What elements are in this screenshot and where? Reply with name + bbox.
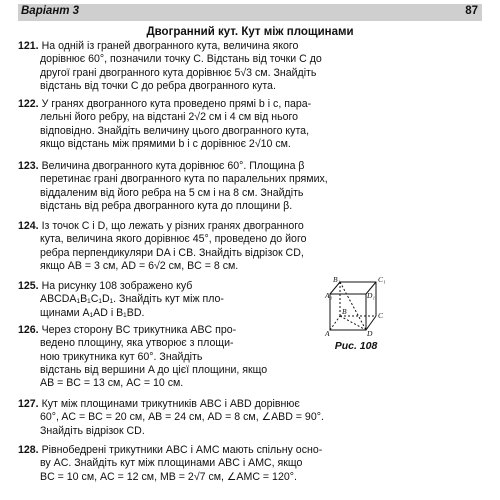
vertex-label: A: [325, 329, 330, 338]
cube-front-face: [330, 294, 366, 330]
vertex-label: B: [342, 307, 347, 316]
problem-number: 122.: [18, 98, 39, 110]
problem-line: Величина двогранного кута дорівнює 60°. Площина β: [41, 160, 305, 172]
problem-line: BC = 10 см, AC = 12 см, MB = 2√7 см, ∠AMC = 120°.: [40, 470, 297, 483]
problem-line: ною трикутника кут 60°. Знайдіть: [40, 350, 203, 363]
problem-line: Через сторону BC трикутника ABC про-: [41, 324, 237, 336]
problem-number: 124.: [18, 220, 39, 232]
vertex-label: D: [367, 329, 373, 338]
page-header: [18, 4, 482, 21]
problem-line: 60°, AC = BC = 20 см, AB = 24 см, AD = 8 см, ∠ABD = 90°.: [40, 411, 324, 424]
cube-edge: [366, 316, 376, 330]
cube-diagonal: [340, 316, 366, 330]
problem-number: 121.: [18, 40, 39, 52]
problem-line: відповідно. Знайдіть величину цього двогранного кута,: [40, 124, 310, 137]
problem-127: [18, 398, 482, 438]
problem-line: У гранях двогранного кута проведено прямі b і c, пара-: [41, 98, 312, 110]
vertex-label: D₁: [367, 291, 376, 300]
problem-line: лельні його ребру, на відстані 2√2 см і 4 см від нього: [40, 111, 298, 124]
figure-caption: Рис. 108: [334, 340, 378, 352]
variant-label: Варіант 3: [21, 5, 80, 17]
problem-line: якщо відстань між прямими b і c дорівнює 2√10 см.: [40, 137, 291, 150]
problem-line: якщо AB = 3 см, AD = 6√2 см, BC = 8 см.: [40, 259, 239, 272]
problem-number: 128.: [18, 444, 39, 456]
problem-line: Із точок C і D, що лежать у різних гранях двогранного: [41, 220, 304, 232]
section-title: Двогранний кут. Кут між площинами: [146, 26, 354, 38]
problem-line: На рисунку 108 зображено куб: [41, 280, 193, 292]
problem-line: ABCDA₁B₁C₁D₁. Знайдіть кут між пло-: [40, 293, 224, 306]
cube-edge-hidden: [330, 316, 340, 330]
problem-number: 123.: [18, 160, 39, 172]
problem-number: 125.: [18, 280, 39, 292]
vertex-label: C₁: [378, 275, 386, 284]
problem-121: [18, 40, 482, 93]
problem-line: На одній із граней двогранного кута, величина якого: [41, 40, 299, 52]
problem-line: ребра перпендикуляри DA і CB. Знайдіть відрізок CD,: [40, 246, 304, 259]
problem-line: відстань від ребра двогранного кута до площини β.: [40, 199, 293, 212]
problem-line: кута, величина якого дорівнює 45°, проведено до його: [40, 233, 307, 246]
vertex-label: B₁: [333, 275, 341, 284]
problem-line: дорівнює 60°, позначили точку C. Відстань від точки C до: [40, 53, 322, 66]
problem-line: віддаленим від його ребра на 5 см і на 8 см. Знайдіть: [40, 186, 304, 199]
problem-128: [18, 444, 482, 484]
problem-123: [18, 160, 482, 213]
problem-line: ведено площину, яка утворює з площи-: [40, 337, 234, 350]
problem-line: другої грані двогранного кута дорівнює 5√3 см. Знайдіть: [40, 66, 317, 79]
problem-line: відстань від вершини A до цієї площини, якщо: [40, 363, 268, 376]
problem-122: [18, 98, 482, 151]
problem-number: 126.: [18, 324, 39, 336]
page-number: 87: [465, 5, 478, 17]
problem-line: AB = BC = 13 см, AC = 10 см.: [40, 377, 184, 390]
cube-figure: [326, 276, 386, 338]
problem-124: [18, 220, 482, 273]
vertex-label: C: [378, 311, 384, 320]
problem-125: [18, 280, 318, 320]
problem-number: 127.: [18, 398, 39, 410]
cube-diagonal: [340, 282, 366, 330]
problem-line: Знайдіть відрізок CD.: [40, 424, 145, 437]
problem-line: Кут між площинами трикутників ABC і ABD дорівнює: [41, 398, 300, 410]
vertex-label: A₁: [325, 291, 333, 300]
problem-line: щинами A₁AD і B₁BD.: [40, 306, 145, 319]
problem-line: відстань від точки C до ребра двогранного кута.: [40, 79, 276, 92]
problem-126: [18, 324, 482, 390]
problem-line: Рівнобедрені трикутники ABC і AMC мають спільну осно-: [41, 444, 323, 456]
problem-line: перетинає грані двогранного кута по паралельних прямих,: [40, 173, 328, 186]
problem-line: ву AC. Знайдіть кут між площинами ABC і AMC, якщо: [40, 457, 303, 470]
